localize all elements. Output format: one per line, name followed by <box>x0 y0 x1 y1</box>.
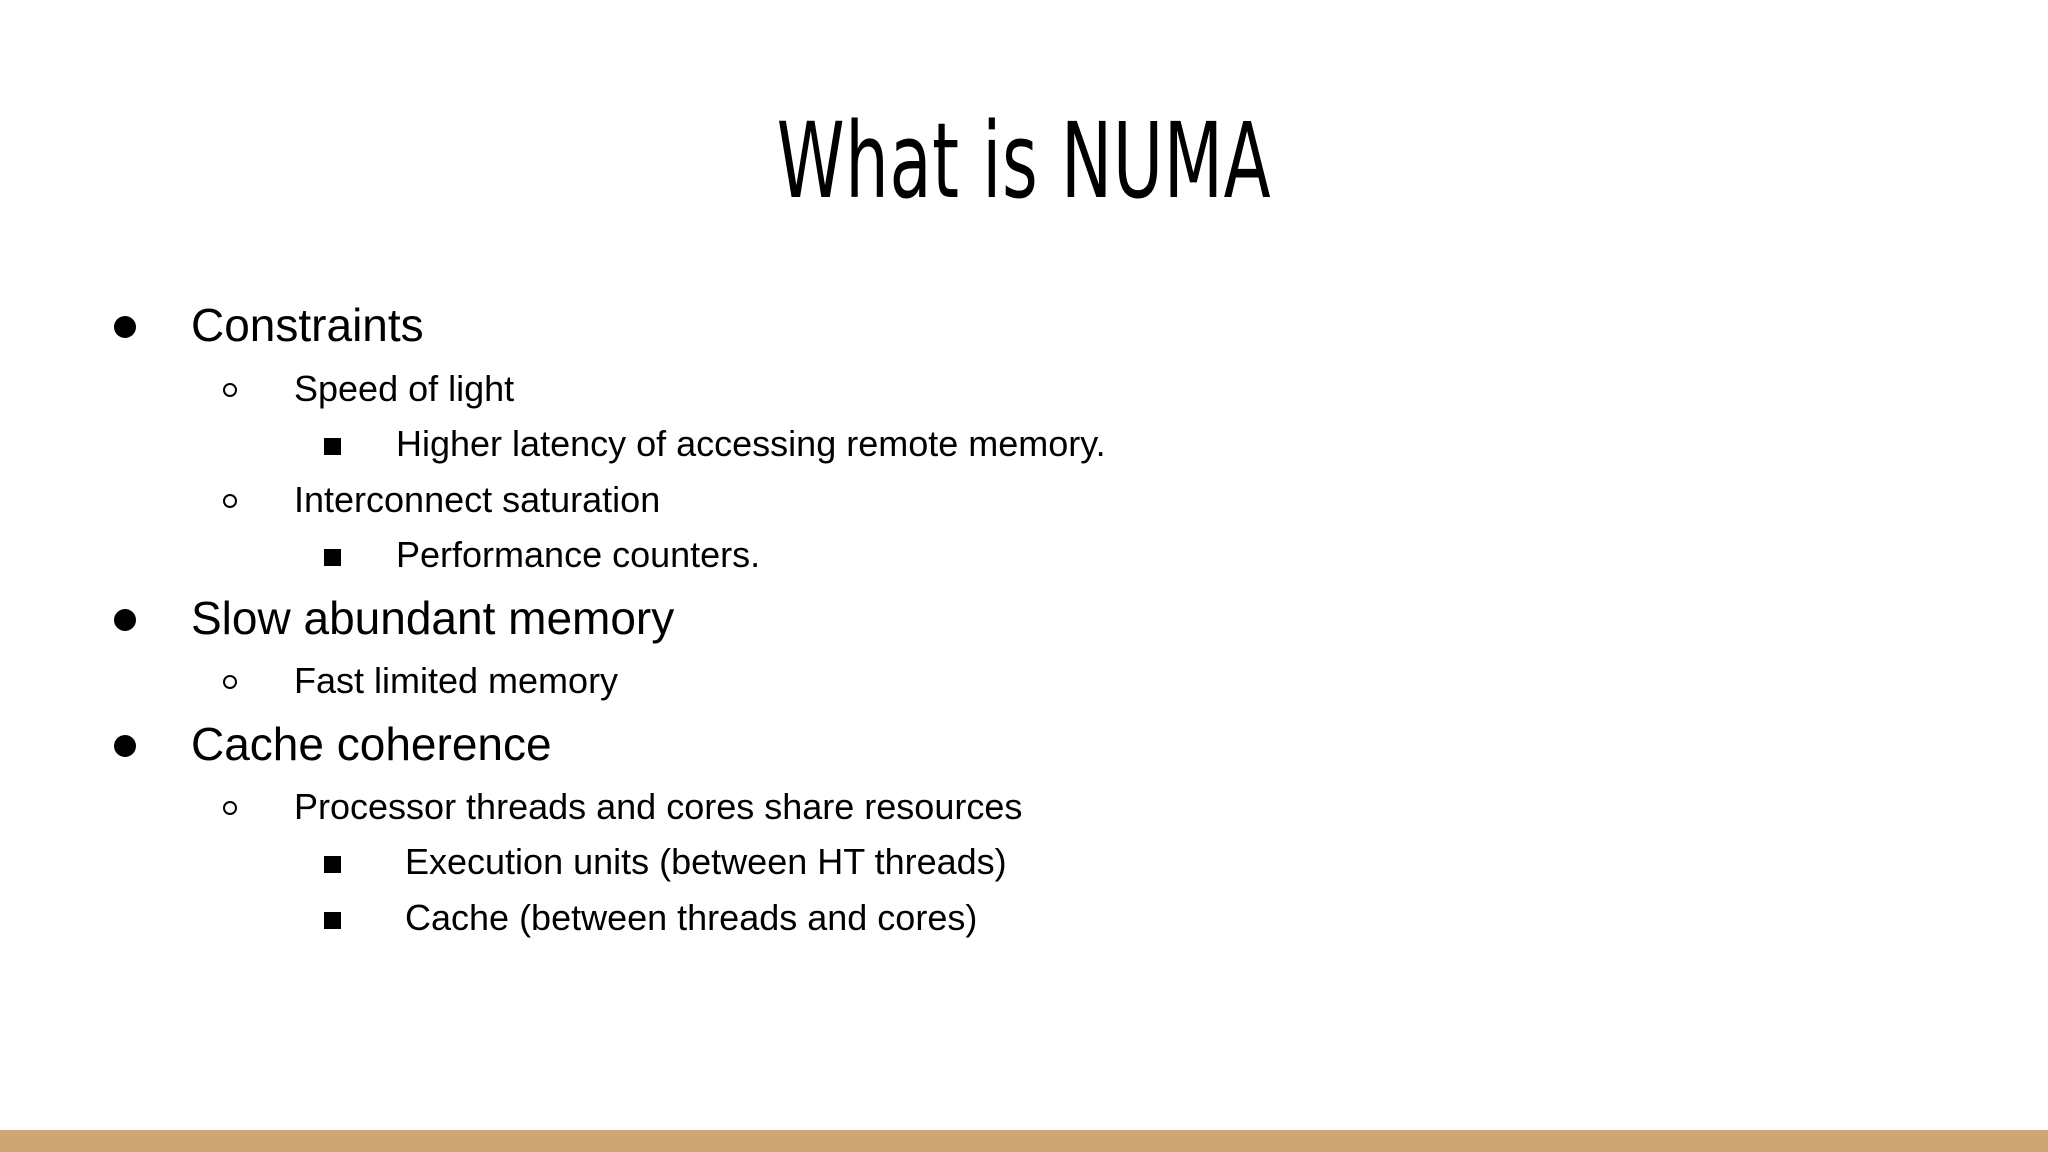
square-bullet-icon <box>324 856 341 873</box>
square-bullet-icon <box>324 438 341 455</box>
bullet-constraints: Constraints <box>191 299 424 351</box>
bullet-speed-of-light: Speed of light <box>294 368 515 409</box>
bullet-cache-between-threads: Cache (between threads and cores) <box>405 897 978 938</box>
hollow-circle-bullet-icon <box>223 383 237 397</box>
hollow-circle-bullet-icon <box>223 801 237 815</box>
footer-accent-bar <box>0 1130 2048 1152</box>
hollow-circle-bullet-icon <box>223 675 237 689</box>
bullet-slow-abundant-memory: Slow abundant memory <box>191 592 675 644</box>
bullet-interconnect-saturation: Interconnect saturation <box>294 479 661 520</box>
square-bullet-icon <box>324 912 341 929</box>
square-bullet-icon <box>324 549 341 566</box>
filled-circle-bullet-icon <box>114 609 136 631</box>
slide-title: What is NUMA <box>776 100 1272 222</box>
filled-circle-bullet-icon <box>114 316 136 338</box>
bullet-cache-coherence: Cache coherence <box>191 718 552 770</box>
filled-circle-bullet-icon <box>114 735 136 757</box>
bullet-higher-latency: Higher latency of accessing remote memory. <box>396 423 1106 464</box>
bullet-fast-limited-memory: Fast limited memory <box>294 660 619 701</box>
hollow-circle-bullet-icon <box>223 494 237 508</box>
bullet-processor-threads: Processor threads and cores share resources <box>294 786 1023 827</box>
bullet-execution-units: Execution units (between HT threads) <box>405 841 1007 882</box>
bullet-performance-counters: Performance counters. <box>396 534 761 575</box>
